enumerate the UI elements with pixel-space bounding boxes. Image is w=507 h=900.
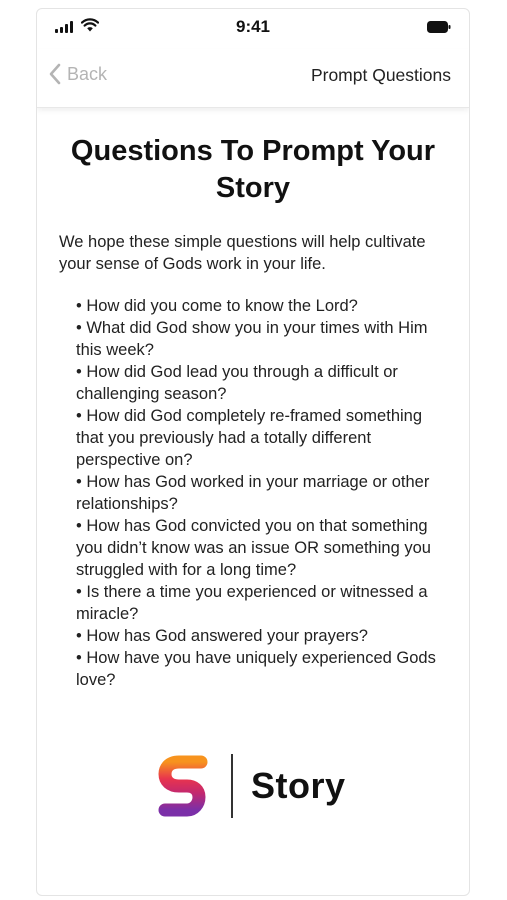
phone-screen	[36, 8, 470, 896]
question-list	[76, 295, 449, 691]
chevron-left-icon	[49, 63, 61, 85]
story-logo	[157, 751, 346, 821]
story-s-logo-icon	[157, 753, 209, 819]
list-item: • How has God convicted you on that something you didn’t know was an issue OR something you struggled with for a long time?	[76, 517, 431, 579]
main-content	[37, 109, 469, 691]
nav-title: Prompt Questions	[310, 65, 451, 85]
status-bar	[37, 9, 469, 49]
battery-icon	[427, 21, 451, 33]
list-item: • How has God answered your prayers?	[76, 627, 368, 645]
list-item: • How has God worked in your marriage or other relationships?	[76, 473, 430, 513]
list-item: • How did you come to know the Lord?	[76, 297, 358, 315]
back-label: Back	[67, 63, 108, 84]
page-title: Questions To Prompt Your Story	[70, 135, 436, 204]
list-item: • How did God lead you through a difficult or challenging season?	[76, 363, 398, 403]
navigation-bar	[37, 49, 469, 108]
back-button[interactable]	[49, 63, 107, 85]
story-wordmark: Story	[251, 765, 346, 806]
list-item: • What did God show you in your times with Him this week?	[76, 319, 428, 359]
status-time: 9:41	[235, 17, 271, 36]
list-item: • Is there a time you experienced or witnessed a miracle?	[76, 583, 428, 623]
logo-divider	[231, 754, 233, 818]
list-item: • How did God completely re-framed something that you previously had a totally different perspective on?	[76, 407, 423, 469]
list-item: • How have you have uniquely experienced Gods love?	[76, 649, 436, 689]
intro-text: We hope these simple questions will help cultivate your sense of Gods work in your life.	[59, 233, 426, 273]
